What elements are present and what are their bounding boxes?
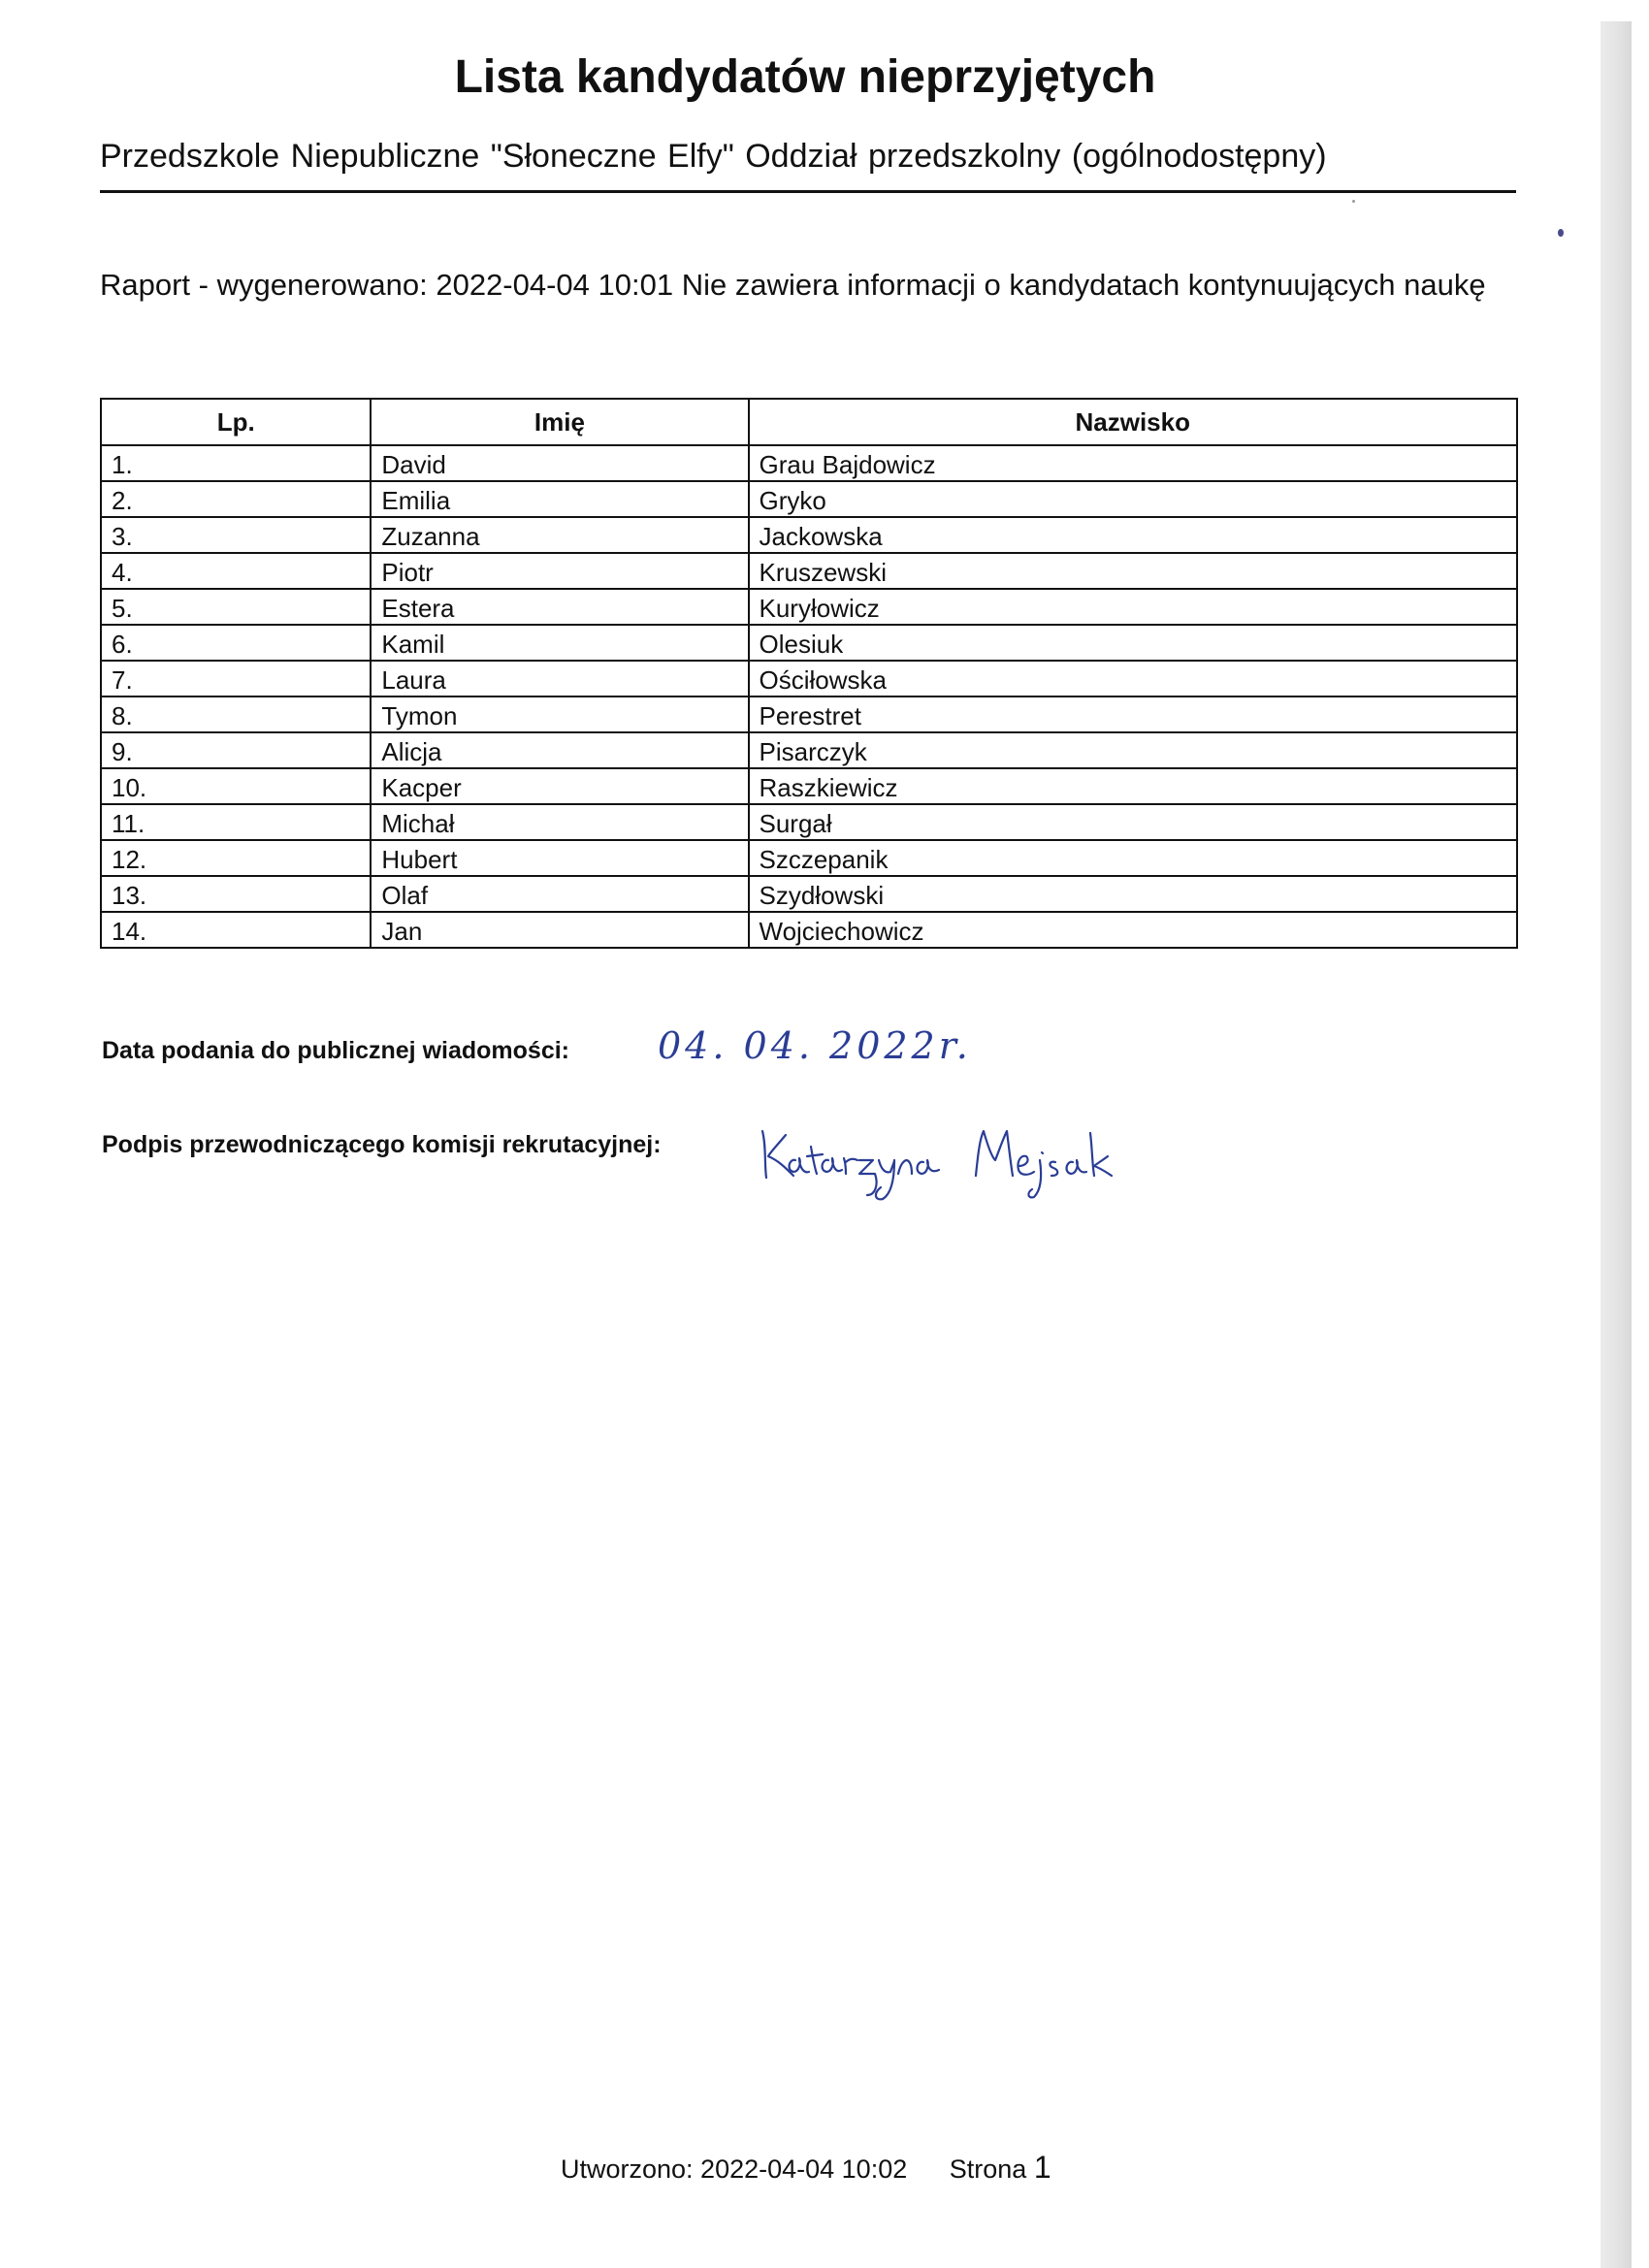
table-header-row <box>101 399 1517 445</box>
publication-date-label: Data podania do publicznej wiadomości: <box>102 1037 569 1064</box>
cell-nazwisko: Raszkiewicz <box>749 768 1518 804</box>
cell-nazwisko: Ościłowska <box>749 661 1518 697</box>
subtitle-divider <box>100 190 1516 193</box>
cell-lp: 13. <box>101 876 371 912</box>
cell-nazwisko: Kuryłowicz <box>749 589 1518 625</box>
cell-nazwisko: Jackowska <box>749 517 1518 553</box>
scan-speck <box>1352 200 1355 203</box>
report-note: Raport - wygenerowano: 2022-04-04 10:01 Nie zawiera informacji o kandydatach kontynuujących naukę <box>100 268 1486 302</box>
cell-lp: 11. <box>101 804 371 840</box>
cell-lp: 1. <box>101 445 371 481</box>
cell-imie: Olaf <box>371 876 748 912</box>
cell-imie: Estera <box>371 589 748 625</box>
table-row <box>101 768 1517 804</box>
table-row <box>101 517 1517 553</box>
scan-speck <box>1558 229 1564 237</box>
page-footer <box>561 2150 1051 2186</box>
cell-lp: 4. <box>101 553 371 589</box>
cell-lp: 12. <box>101 840 371 876</box>
cell-lp: 10. <box>101 768 371 804</box>
table-row <box>101 804 1517 840</box>
cell-imie: Jan <box>371 912 748 948</box>
cell-lp: 9. <box>101 732 371 768</box>
table-row <box>101 445 1517 481</box>
page-number-label: Strona <box>949 2155 1027 2184</box>
cell-nazwisko: Surgał <box>749 804 1518 840</box>
cell-lp: 8. <box>101 697 371 732</box>
cell-nazwisko: Olesiuk <box>749 625 1518 661</box>
table-row <box>101 840 1517 876</box>
scan-edge-shadow <box>1600 21 1632 2268</box>
cell-imie: Hubert <box>371 840 748 876</box>
cell-imie: Tymon <box>371 697 748 732</box>
cell-imie: Kamil <box>371 625 748 661</box>
table-row <box>101 589 1517 625</box>
cell-nazwisko: Grau Bajdowicz <box>749 445 1518 481</box>
cell-nazwisko: Kruszewski <box>749 553 1518 589</box>
cell-imie: Kacper <box>371 768 748 804</box>
header-imie: Imię <box>371 399 748 445</box>
header-lp: Lp. <box>101 399 371 445</box>
table-row <box>101 661 1517 697</box>
cell-nazwisko: Wojciechowicz <box>749 912 1518 948</box>
cell-nazwisko: Szydłowski <box>749 876 1518 912</box>
cell-lp: 3. <box>101 517 371 553</box>
handwritten-signature <box>757 1118 1135 1205</box>
header-nazwisko: Nazwisko <box>749 399 1518 445</box>
cell-nazwisko: Gryko <box>749 481 1518 517</box>
cell-lp: 7. <box>101 661 371 697</box>
cell-lp: 2. <box>101 481 371 517</box>
cell-imie: David <box>371 445 748 481</box>
table-row <box>101 625 1517 661</box>
cell-imie: Piotr <box>371 553 748 589</box>
document-subtitle: Przedszkole Niepubliczne "Słoneczne Elfy" Oddział przedszkolny (ogólnodostępny) <box>100 138 1327 175</box>
cell-imie: Zuzanna <box>371 517 748 553</box>
cell-imie: Laura <box>371 661 748 697</box>
signature-label: Podpis przewodniczącego komisji rekrutacyjnej: <box>102 1131 662 1158</box>
table-row <box>101 697 1517 732</box>
table-row <box>101 912 1517 948</box>
cell-imie: Emilia <box>371 481 748 517</box>
handwritten-publication-date: 04. 04. 2022r. <box>658 1024 972 1067</box>
page-number: 1 <box>1033 2150 1051 2185</box>
cell-lp: 6. <box>101 625 371 661</box>
cell-lp: 5. <box>101 589 371 625</box>
cell-imie: Michał <box>371 804 748 840</box>
cell-imie: Alicja <box>371 732 748 768</box>
cell-nazwisko: Pisarczyk <box>749 732 1518 768</box>
table-row <box>101 481 1517 517</box>
cell-nazwisko: Szczepanik <box>749 840 1518 876</box>
cell-lp: 14. <box>101 912 371 948</box>
candidates-table <box>100 398 1518 949</box>
page-title: Lista kandydatów nieprzyjętych <box>454 51 1156 103</box>
table-row <box>101 876 1517 912</box>
cell-nazwisko: Perestret <box>749 697 1518 732</box>
table-row <box>101 553 1517 589</box>
created-timestamp: Utworzono: 2022-04-04 10:02 <box>561 2155 908 2184</box>
table-row <box>101 732 1517 768</box>
